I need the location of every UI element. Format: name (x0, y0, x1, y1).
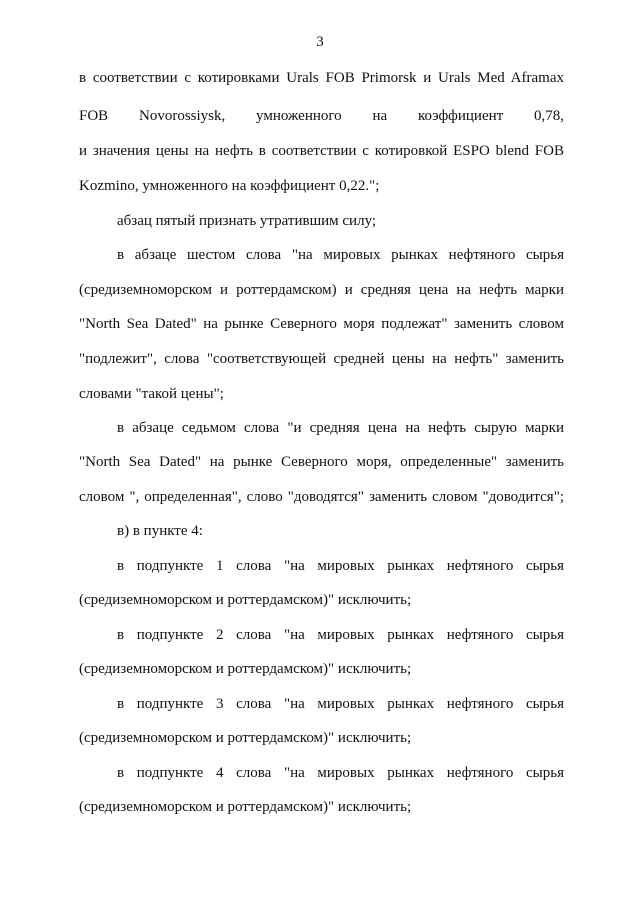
text-line: в соответствии с котировками Urals FOB Primorsk и Urals Med Aframax (79, 70, 564, 86)
text-line: абзац пятый признать утратившим силу; (117, 213, 377, 229)
text-line: в абзаце шестом слова "на мировых рынках нефтяного сырья (117, 247, 564, 263)
text-line: в подпункте 2 слова "на мировых рынках нефтяного сырья (117, 627, 564, 643)
text-line: (средиземноморском и роттердамском)" исключить; (79, 799, 412, 815)
text-line: словами "такой цены"; (79, 386, 224, 402)
text-line: (средиземноморском и роттердамском)" исключить; (79, 592, 412, 608)
text-line: "North Sea Dated" на рынке Северного моря подлежат" заменить словом (79, 316, 564, 332)
text-line: словом ", определенная", слово "доводятся" заменить словом "доводится"; (79, 489, 564, 505)
text-line: FOB Novorossiysk, умноженного на коэффициент 0,78, (79, 108, 564, 124)
text-line: "подлежит", слова "соответствующей средней цены на нефть" заменить (79, 351, 564, 367)
text-line: "North Sea Dated" на рынке Северного моря, определенные" заменить (79, 454, 564, 470)
text-line: (средиземноморском и роттердамском)" исключить; (79, 661, 412, 677)
text-line: (средиземноморском и роттердамском)" исключить; (79, 730, 412, 746)
text-line: в подпункте 4 слова "на мировых рынках нефтяного сырья (117, 765, 564, 781)
text-line: Kozmino, умноженного на коэффициент 0,22."; (79, 178, 380, 194)
text-line: (средиземноморском и роттердамском) и средняя цена на нефть марки (79, 282, 564, 298)
text-line: в подпункте 1 слова "на мировых рынках нефтяного сырья (117, 558, 564, 574)
page-number: 3 (316, 34, 324, 50)
text-line: в абзаце седьмом слова "и средняя цена на нефть сырую марки (117, 420, 564, 436)
text-line: и значения цены на нефть в соответствии с котировкой ESPO blend FOB (79, 143, 564, 159)
text-line: в подпункте 3 слова "на мировых рынках нефтяного сырья (117, 696, 564, 712)
text-line: в) в пункте 4: (117, 523, 203, 539)
